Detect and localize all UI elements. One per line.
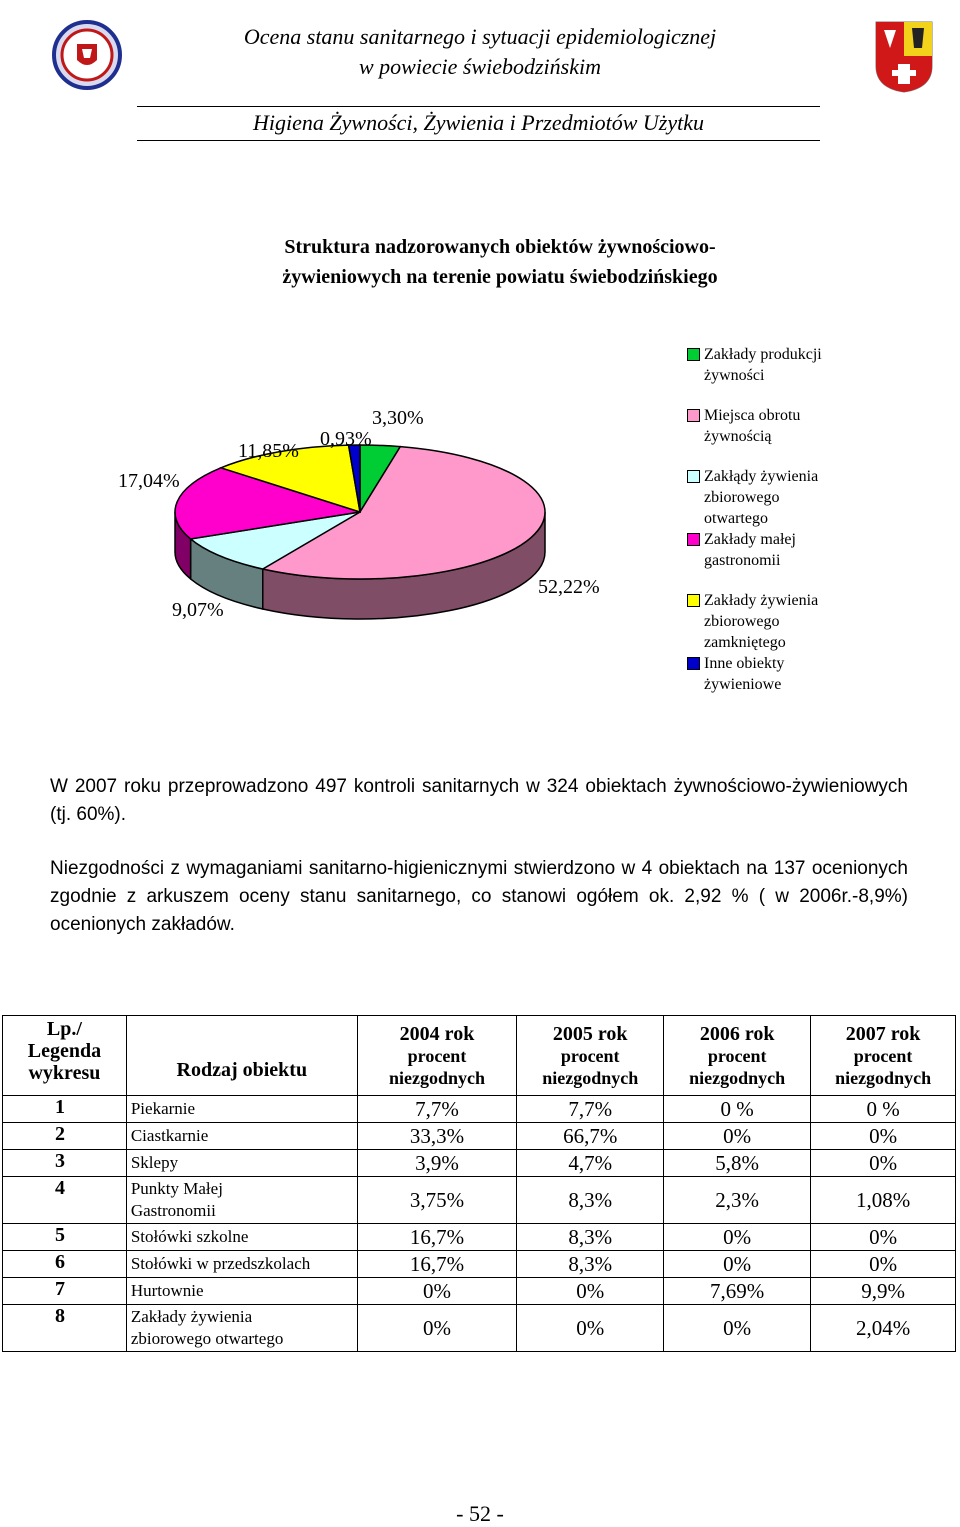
value-2006: 0% xyxy=(664,1224,811,1251)
value-2007: 1,08% xyxy=(811,1177,956,1224)
pie-label-52-22: 52,22% xyxy=(538,576,600,598)
legend-label: żywności xyxy=(704,367,765,384)
legend-label: zbiorowego xyxy=(704,613,780,630)
object-type-line: Zakłady żywienia xyxy=(130,1307,253,1326)
header-subtitle: niezgodnych xyxy=(542,1067,639,1088)
value-2005: 8,3% xyxy=(517,1251,664,1278)
legend-label: Zakłady żywienia xyxy=(704,592,819,609)
header-divider-bottom xyxy=(137,140,820,141)
value-2004: 0% xyxy=(357,1305,517,1352)
legend-label: Miejsca obrotu xyxy=(704,407,801,424)
object-type-line: Gastronomii xyxy=(130,1201,216,1220)
chart-legend xyxy=(686,344,886,714)
header-year: 2004 rok xyxy=(399,1022,475,1045)
legend-item-production xyxy=(686,344,886,386)
header-2007 xyxy=(811,1016,956,1096)
legend-label: żywnością xyxy=(704,428,772,445)
legend-label: żywieniowe xyxy=(704,676,782,693)
row-number: 2 xyxy=(3,1123,127,1150)
row-number: 7 xyxy=(3,1278,127,1305)
value-2005: 66,7% xyxy=(517,1123,664,1150)
header-title-line2: w powiecie świebodzińskim xyxy=(359,54,601,79)
legend-label: zamkniętego xyxy=(704,634,786,651)
object-type xyxy=(126,1177,357,1224)
value-2006: 7,69% xyxy=(664,1278,811,1305)
value-2007: 2,04% xyxy=(811,1305,956,1352)
legend-item-trade xyxy=(686,405,886,447)
table-row xyxy=(3,1096,956,1123)
table-row xyxy=(3,1177,956,1224)
value-2004: 3,9% xyxy=(357,1150,517,1177)
legend-label: Zakłady małej xyxy=(704,531,796,548)
pie-label-3-30: 3,30% xyxy=(372,407,424,429)
value-2006: 0% xyxy=(664,1251,811,1278)
legend-label: gastronomii xyxy=(704,552,781,569)
object-type xyxy=(126,1305,357,1352)
value-2007: 0 % xyxy=(811,1096,956,1123)
header-subtitle: niezgodnych xyxy=(689,1067,786,1088)
row-number: 6 xyxy=(3,1251,127,1278)
value-2006: 2,3% xyxy=(664,1177,811,1224)
row-number: 8 xyxy=(3,1305,127,1352)
table-header-row xyxy=(3,1016,956,1096)
pie-label-17-04: 17,04% xyxy=(118,470,180,492)
header-subtitle: procent niezgodnych xyxy=(388,1045,485,1088)
legend-label: Zakłady produkcji xyxy=(704,346,822,363)
sanitary-inspection-logo xyxy=(52,16,122,94)
value-2007: 9,9% xyxy=(811,1278,956,1305)
chart-title xyxy=(200,232,800,292)
value-2006: 0% xyxy=(664,1305,811,1352)
legend-label: Zakłądy żywienia xyxy=(704,468,819,485)
value-2004: 16,7% xyxy=(357,1251,517,1278)
table-row xyxy=(3,1305,956,1352)
object-type-line: Sklepy xyxy=(130,1153,179,1172)
object-type xyxy=(126,1123,357,1150)
value-2004: 7,7% xyxy=(357,1096,517,1123)
legend-label: zbiorowego xyxy=(704,489,780,506)
header-subtitle: procent xyxy=(560,1045,620,1066)
legend-swatch xyxy=(687,409,700,422)
county-coat-of-arms xyxy=(872,18,936,94)
header-lp xyxy=(3,1016,127,1096)
legend-label: otwartego xyxy=(704,510,768,527)
object-type-line: Hurtownie xyxy=(130,1281,204,1300)
row-number: 5 xyxy=(3,1224,127,1251)
legend-swatch xyxy=(687,533,700,546)
header-lp-line: Legenda xyxy=(27,1040,102,1062)
table-row xyxy=(3,1224,956,1251)
object-type xyxy=(126,1224,357,1251)
header-lp-line: Lp./ xyxy=(46,1018,82,1040)
pie-label-0-93: 0,93% xyxy=(320,428,372,450)
chart-title-line1: Struktura nadzorowanych obiektów żywnościowo- xyxy=(284,236,716,258)
value-2005: 4,7% xyxy=(517,1150,664,1177)
header-2004 xyxy=(357,1016,517,1096)
header-year: 2005 rok xyxy=(552,1022,628,1045)
object-type-line: Stołówki szkolne xyxy=(130,1227,249,1246)
chart-title-line2: żywieniowych na terenie powiatu świebodzińskiego xyxy=(282,266,718,288)
object-type-line: Stołówki w przedszkolach xyxy=(130,1254,311,1273)
header-subtitle: procent xyxy=(853,1045,913,1066)
legend-label: Inne obiekty xyxy=(704,655,785,672)
pie-label-9-07: 9,07% xyxy=(172,599,224,621)
object-type-line: Ciastkarnie xyxy=(130,1126,209,1145)
table-row xyxy=(3,1251,956,1278)
pie-slices xyxy=(175,445,545,579)
value-2005: 0% xyxy=(517,1278,664,1305)
value-2005: 7,7% xyxy=(517,1096,664,1123)
value-2007: 0% xyxy=(811,1251,956,1278)
row-number: 4 xyxy=(3,1177,127,1224)
value-2004: 16,7% xyxy=(357,1224,517,1251)
value-2005: 8,3% xyxy=(517,1224,664,1251)
legend-swatch xyxy=(687,594,700,607)
row-number: 1 xyxy=(3,1096,127,1123)
legend-item-other xyxy=(686,653,886,695)
value-2007: 0% xyxy=(811,1150,956,1177)
table-row xyxy=(3,1123,956,1150)
object-type xyxy=(126,1150,357,1177)
value-2005: 0% xyxy=(517,1305,664,1352)
object-type xyxy=(126,1278,357,1305)
object-type-line: Punkty Małej xyxy=(130,1179,223,1198)
header-lp-line: wykresu xyxy=(28,1062,101,1084)
value-2007: 0% xyxy=(811,1123,956,1150)
value-2006: 0% xyxy=(664,1123,811,1150)
header-object-type: Rodzaj obiektu xyxy=(126,1016,357,1096)
row-number: 3 xyxy=(3,1150,127,1177)
legend-item-open-catering xyxy=(686,466,886,529)
header-title-line1: Ocena stanu sanitarnego i sytuacji epidemiologicznej xyxy=(243,24,717,49)
pie-label-11-85: 11,85% xyxy=(238,440,299,462)
table-row xyxy=(3,1278,956,1305)
value-2005: 8,3% xyxy=(517,1177,664,1224)
header-2006 xyxy=(664,1016,811,1096)
value-2006: 0 % xyxy=(664,1096,811,1123)
page-number: - 52 - xyxy=(456,1501,504,1526)
object-type xyxy=(126,1251,357,1278)
header-2005 xyxy=(517,1016,664,1096)
header-year: 2007 rok xyxy=(845,1022,921,1045)
header-section-title: Higiena Żywności, Żywienia i Przedmiotów Użytku xyxy=(253,110,704,135)
value-2004: 33,3% xyxy=(357,1123,517,1150)
noncompliance-table xyxy=(2,1015,956,1352)
legend-item-small-gastronomy xyxy=(686,529,886,571)
legend-swatch xyxy=(687,657,700,670)
header-subtitle: niezgodnych xyxy=(835,1067,932,1088)
header-subtitle: procent xyxy=(707,1045,767,1066)
header-divider-top xyxy=(137,106,820,107)
value-2007: 0% xyxy=(811,1224,956,1251)
paragraph-noncompliance: Niezgodności z wymaganiami sanitarno-higienicznymi stwierdzono w 4 obiektach na 137 ocenionych zgodnie z arkuszem oceny stanu sanitarnego, co stanowi ogółem ok. 2,92 % ( w 2006r.-8,9%) ocenionych zakładów. xyxy=(50,858,908,935)
object-type xyxy=(126,1096,357,1123)
table-row xyxy=(3,1150,956,1177)
legend-swatch xyxy=(687,470,700,483)
legend-item-closed-catering xyxy=(686,590,886,653)
value-2004: 0% xyxy=(357,1278,517,1305)
legend-swatch xyxy=(687,348,700,361)
value-2006: 5,8% xyxy=(664,1150,811,1177)
value-2004: 3,75% xyxy=(357,1177,517,1224)
paragraph-inspections: W 2007 roku przeprowadzono 497 kontroli sanitarnych w 324 obiektach żywnościowo-żywieniowych (tj. 60%). xyxy=(50,776,908,825)
header-year: 2006 rok xyxy=(699,1022,775,1045)
object-type-line: Piekarnie xyxy=(130,1099,196,1118)
object-type-line: zbiorowego otwartego xyxy=(130,1329,284,1348)
